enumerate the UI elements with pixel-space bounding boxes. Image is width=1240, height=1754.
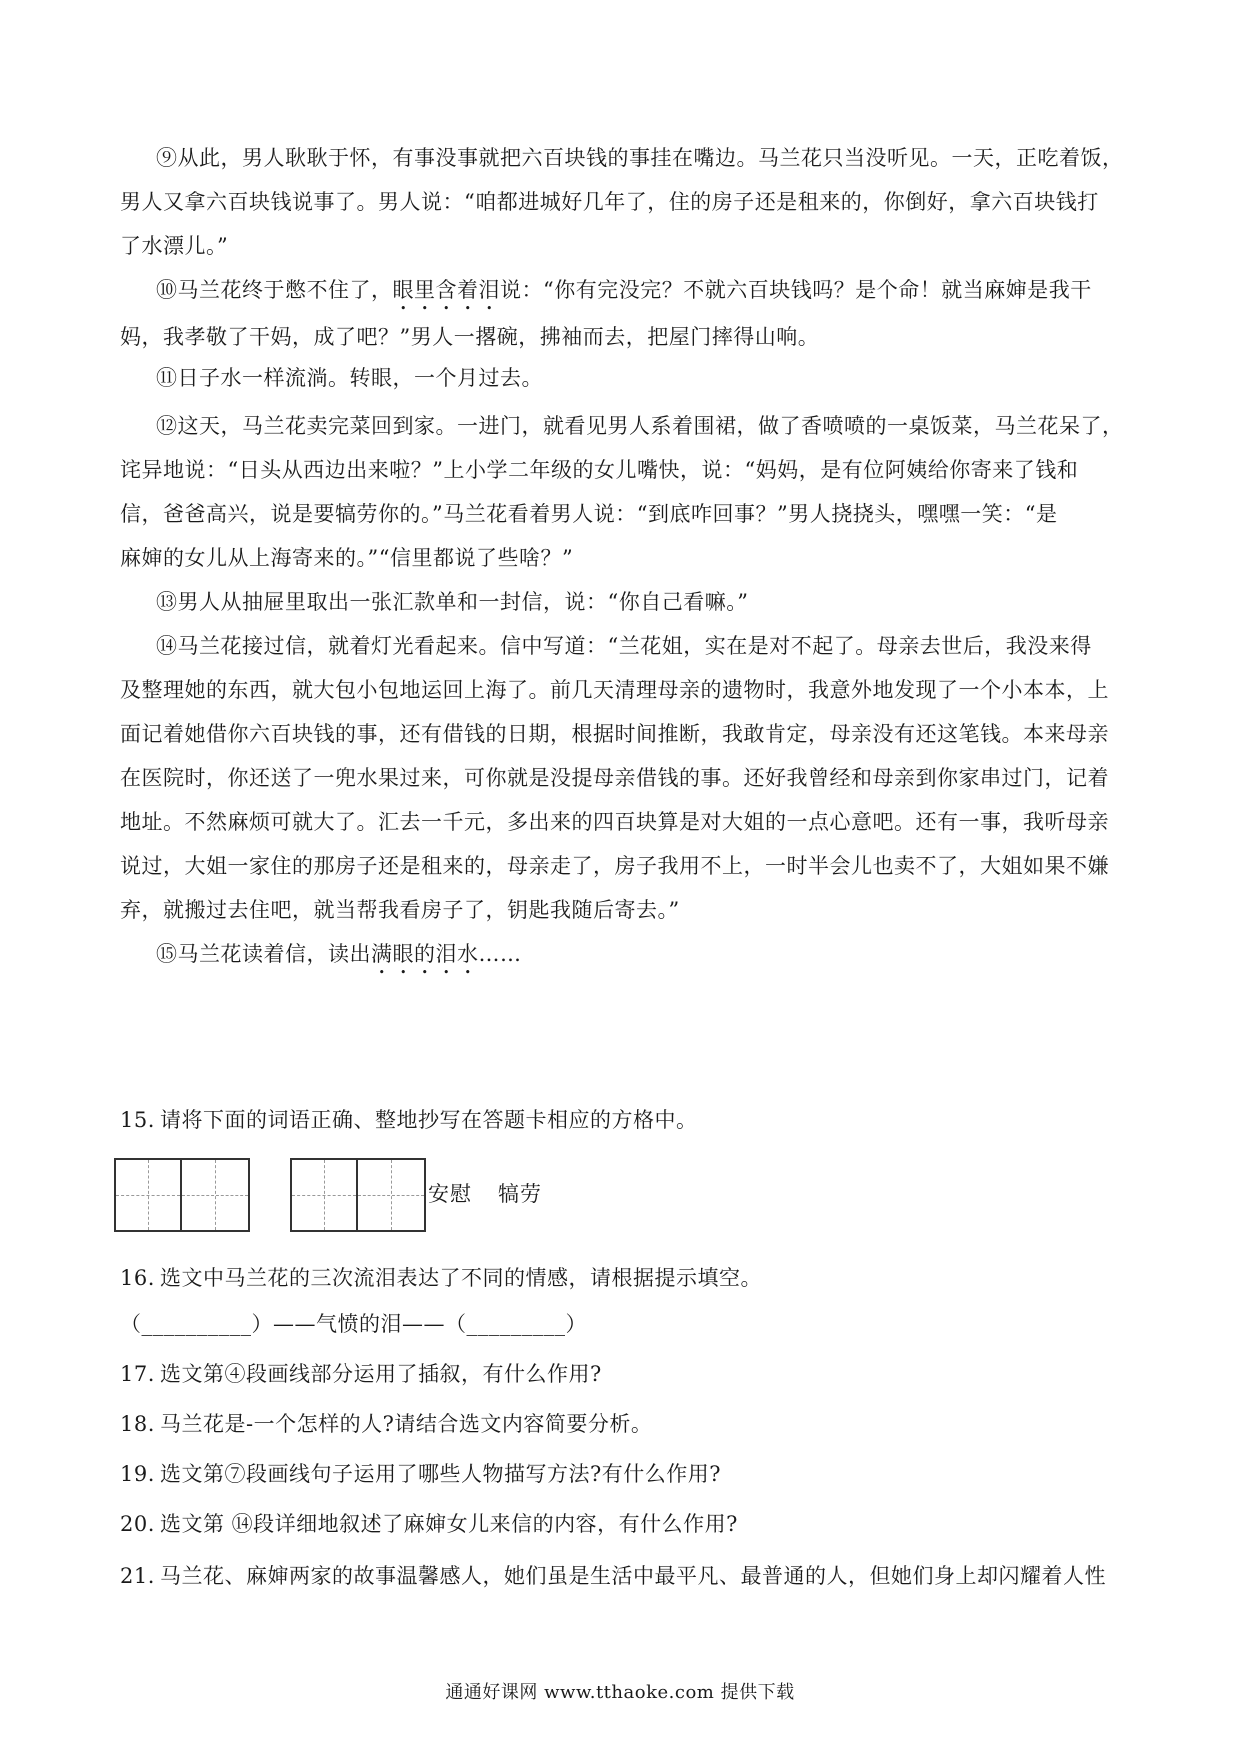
question-16 bbox=[120, 1262, 1130, 1294]
question-number: 19. bbox=[120, 1462, 155, 1486]
word-2: 犒劳 bbox=[498, 1182, 542, 1206]
grid-cell[interactable] bbox=[292, 1160, 358, 1230]
p15-post: …… bbox=[478, 942, 522, 966]
p12-line-2: 诧异地说：“日头从西边出来啦？”上小学二年级的女儿嘴快，说：“妈妈，是有位阿姨给你寄来了钱和 bbox=[120, 458, 1079, 482]
p10-post: 说：“你有完没完？不就六百块钱吗？是个命！就当麻婶是我干 bbox=[500, 278, 1092, 302]
paragraph-13 bbox=[120, 580, 1130, 624]
p12-line-4: 麻婶的女儿从上海寄来的。”“信里都说了些啥？” bbox=[120, 546, 574, 570]
p15-dotted-phrase: 满眼的泪水 bbox=[371, 942, 479, 966]
p10-dotted-phrase: 眼里含着泪 bbox=[392, 278, 500, 302]
question-text: 马兰花、麻婶两家的故事温馨感人，她们虽是生活中最平凡、最普通的人，但她们身上却闪耀着人性 bbox=[160, 1564, 1106, 1588]
p10-pre: ⑩马兰花终于憋不住了， bbox=[156, 278, 393, 302]
paragraph-10 bbox=[120, 268, 1130, 359]
p14-line-5: 地址。不然麻烦可就大了。汇去一千元，多出来的四百块算是对大姐的一点心意吧。还有一事，我听母亲 bbox=[120, 810, 1109, 834]
question-number: 20. bbox=[120, 1512, 155, 1536]
p15-pre: ⑮马兰花读着信，读出 bbox=[156, 942, 371, 966]
word-1: 安慰 bbox=[428, 1182, 472, 1206]
p14-line-6: 说过，大姐一家住的那房子还是租来的，母亲走了，房子我用不上，一时半会儿也卖不了，大姐如果不嫌 bbox=[120, 854, 1109, 878]
paragraph-9 bbox=[120, 136, 1130, 268]
grid-cell[interactable] bbox=[358, 1160, 424, 1230]
p14-line-1: ⑭马兰花接过信，就着灯光看起来。信中写道：“兰花姐，实在是对不起了。母亲去世后，我没来得 bbox=[156, 634, 1092, 658]
question-text: 选文第④段画线部分运用了插叙，有什么作用? bbox=[160, 1362, 602, 1386]
p11-text: ⑪日子水一样流淌。转眼，一个月过去。 bbox=[156, 366, 543, 390]
p9-line-1: ⑨从此，男人耿耿于怀，有事没事就把六百块钱的事挂在嘴边。马兰花只当没听见。一天，正吃着饭， bbox=[156, 146, 1124, 170]
writing-grid-1[interactable] bbox=[114, 1158, 250, 1232]
question-number: 15. bbox=[120, 1108, 155, 1132]
question-text: 选文第 ⑭段详细地叙述了麻婶女儿来信的内容，有什么作用? bbox=[160, 1512, 738, 1536]
grid-cell[interactable] bbox=[182, 1160, 248, 1230]
question-number: 16. bbox=[120, 1266, 155, 1290]
p12-line-3: 信，爸爸高兴，说是要犒劳你的。”马兰花看着男人说：“到底咋回事？”男人挠挠头，嘿嘿一笑：“是 bbox=[120, 502, 1058, 526]
p12-line-1: ⑫这天，马兰花卖完菜回到家。一进门，就看见男人系着围裙，做了香喷喷的一桌饭菜，马兰花呆了， bbox=[156, 414, 1124, 438]
p9-line-2: 男人又拿六百块钱说事了。男人说：“咱都进城好几年了，住的房子还是租来的，你倒好，拿六百块钱打 bbox=[120, 190, 1099, 214]
question-16-blanks[interactable] bbox=[120, 1308, 1130, 1340]
question-20 bbox=[120, 1508, 1130, 1540]
p10-line-2: 妈，我孝敬了干妈，成了吧？”男人一撂碗，拂袖而去，把屋门摔得山响。 bbox=[120, 325, 820, 349]
paragraph-11 bbox=[120, 356, 1130, 400]
p14-line-3: 面记着她借你六百块钱的事，还有借钱的日期，根据时间推断，我敢肯定，母亲没有还这笔钱。本来母亲 bbox=[120, 722, 1109, 746]
paragraph-15 bbox=[120, 932, 1130, 979]
page-footer: 通通好课网 www.tthaoke.com 提供下载 bbox=[445, 1682, 795, 1703]
grid-cell[interactable] bbox=[116, 1160, 182, 1230]
question-text: 选文中马兰花的三次流泪表达了不同的情感，请根据提示填空。 bbox=[160, 1266, 762, 1290]
question-15 bbox=[120, 1104, 1130, 1136]
p14-line-4: 在医院时，你还送了一兜水果过来，可你就是没提母亲借钱的事。还好我曾经和母亲到你家串过门，记着 bbox=[120, 766, 1109, 790]
question-19 bbox=[120, 1458, 1130, 1490]
p14-line-2: 及整理她的东西，就大包小包地运回上海了。前几天清理母亲的遗物时，我意外地发现了一个小本本，上 bbox=[120, 678, 1109, 702]
question-text: 马兰花是-一个怎样的人?请结合选文内容简要分析。 bbox=[160, 1412, 653, 1436]
question-18 bbox=[120, 1408, 1130, 1440]
copy-words bbox=[428, 1178, 542, 1208]
fill-blanks[interactable]: （__________）——气愤的泪——（_________） bbox=[120, 1312, 587, 1336]
question-number: 18. bbox=[120, 1412, 155, 1436]
p13-text: ⑬男人从抽屉里取出一张汇款单和一封信，说：“你自己看嘛。” bbox=[156, 590, 749, 614]
question-text: 选文第⑦段画线句子运用了哪些人物描写方法?有什么作用? bbox=[160, 1462, 722, 1486]
question-number: 21. bbox=[120, 1564, 155, 1588]
question-21 bbox=[120, 1560, 1130, 1592]
question-number: 17. bbox=[120, 1362, 155, 1386]
paragraph-14 bbox=[120, 624, 1130, 932]
question-text: 请将下面的词语正确、整地抄写在答题卡相应的方格中。 bbox=[160, 1108, 698, 1132]
p14-line-7: 弃，就搬过去住吧，就当帮我看房子了，钥匙我随后寄去。” bbox=[120, 898, 680, 922]
question-17 bbox=[120, 1358, 1130, 1390]
paragraph-12 bbox=[120, 404, 1130, 580]
p9-line-3: 了水漂儿。” bbox=[120, 234, 229, 258]
writing-grid-2[interactable] bbox=[290, 1158, 426, 1232]
